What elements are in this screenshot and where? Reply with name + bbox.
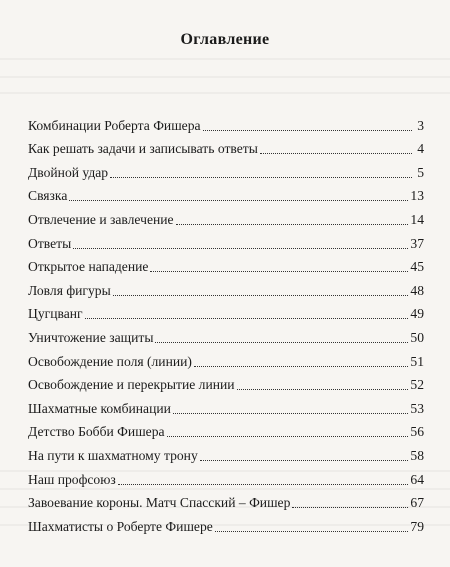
toc-entry-page-number: 5 xyxy=(417,164,424,180)
dot-leader xyxy=(150,271,408,272)
dot-leader xyxy=(73,248,408,249)
toc-entry[interactable] xyxy=(28,134,424,158)
toc-entry-title: Шахматисты о Роберте Фишере xyxy=(28,518,213,534)
toc-entry-page-number: 56 xyxy=(410,424,424,440)
dot-leader xyxy=(118,484,409,485)
toc-entry[interactable] xyxy=(28,110,424,134)
toc-entry[interactable] xyxy=(28,204,424,228)
toc-entry-title: Освобождение и перекрытие линии xyxy=(28,377,235,393)
toc-entry-page-number: 49 xyxy=(410,306,424,322)
toc-entry-page-number: 50 xyxy=(410,329,424,345)
show-through-line xyxy=(0,58,450,60)
toc-entry[interactable] xyxy=(28,322,424,346)
dot-leader xyxy=(110,177,412,178)
toc-entry-page-number: 13 xyxy=(410,188,424,204)
toc-entry-page-number: 64 xyxy=(410,471,424,487)
toc-entry-page-number: 53 xyxy=(410,400,424,416)
dot-leader xyxy=(167,436,409,437)
toc-entry[interactable] xyxy=(28,488,424,512)
toc-entry[interactable] xyxy=(28,275,424,299)
toc-entry-page-number: 14 xyxy=(410,211,424,227)
dot-leader xyxy=(69,200,408,201)
dot-leader xyxy=(260,153,412,154)
toc-entry-title: Открытое нападение xyxy=(28,259,149,275)
toc-entry[interactable] xyxy=(28,346,424,370)
dot-leader xyxy=(200,460,409,461)
dot-leader xyxy=(237,389,409,390)
toc-entry-page-number: 58 xyxy=(410,447,424,463)
toc-entry[interactable] xyxy=(28,393,424,417)
toc-entry-title: Ловля фигуры xyxy=(28,282,111,298)
toc-entry-title: Уничтожение защиты xyxy=(28,329,154,345)
toc-entry-title: Шахматные комбинации xyxy=(28,400,171,416)
dot-leader xyxy=(194,366,408,367)
toc-entry-page-number: 67 xyxy=(410,495,424,511)
show-through-line xyxy=(0,92,450,94)
show-through-line xyxy=(0,76,450,78)
dot-leader xyxy=(113,295,409,296)
toc-entry-page-number: 45 xyxy=(410,259,424,275)
dot-leader xyxy=(203,130,412,131)
toc-entry-page-number: 3 xyxy=(417,117,424,133)
toc-entry[interactable] xyxy=(28,228,424,252)
toc-entry[interactable] xyxy=(28,440,424,464)
dot-leader xyxy=(155,342,408,343)
toc-entry[interactable] xyxy=(28,370,424,394)
dot-leader xyxy=(215,531,409,532)
toc-entry-title: Наш профсоюз xyxy=(28,471,116,487)
toc-entry-title: На пути к шахматному трону xyxy=(28,447,198,463)
toc-entry[interactable] xyxy=(28,464,424,488)
table-of-contents xyxy=(28,110,424,535)
toc-entry[interactable] xyxy=(28,299,424,323)
dot-leader xyxy=(85,318,409,319)
toc-entry-title: Цугцванг xyxy=(28,306,83,322)
toc-entry[interactable] xyxy=(28,157,424,181)
toc-entry-title: Как решать задачи и записывать ответы xyxy=(28,141,258,157)
toc-entry[interactable] xyxy=(28,252,424,276)
toc-entry-page-number: 37 xyxy=(410,235,424,251)
toc-entry[interactable] xyxy=(28,181,424,205)
toc-entry-title: Отвлечение и завлечение xyxy=(28,211,174,227)
dot-leader xyxy=(292,507,408,508)
toc-entry-page-number: 79 xyxy=(410,518,424,534)
dot-leader xyxy=(173,413,409,414)
toc-entry-page-number: 4 xyxy=(417,141,424,157)
toc-entry-page-number: 52 xyxy=(410,377,424,393)
toc-entry-page-number: 51 xyxy=(410,353,424,369)
toc-entry-title: Двойной удар xyxy=(28,164,109,180)
toc-entry[interactable] xyxy=(28,511,424,535)
toc-entry-title: Детство Бобби Фишера xyxy=(28,424,165,440)
toc-entry-title: Ответы xyxy=(28,235,72,251)
toc-entry-title: Связка xyxy=(28,188,68,204)
dot-leader xyxy=(176,224,409,225)
toc-entry[interactable] xyxy=(28,417,424,441)
toc-entry-title: Завоевание короны. Матч Спасский – Фишер xyxy=(28,495,291,511)
page-title: Оглавление xyxy=(180,31,270,48)
toc-entry-title: Комбинации Роберта Фишера xyxy=(28,117,201,133)
toc-entry-page-number: 48 xyxy=(410,282,424,298)
toc-entry-title: Освобождение поля (линии) xyxy=(28,353,192,369)
